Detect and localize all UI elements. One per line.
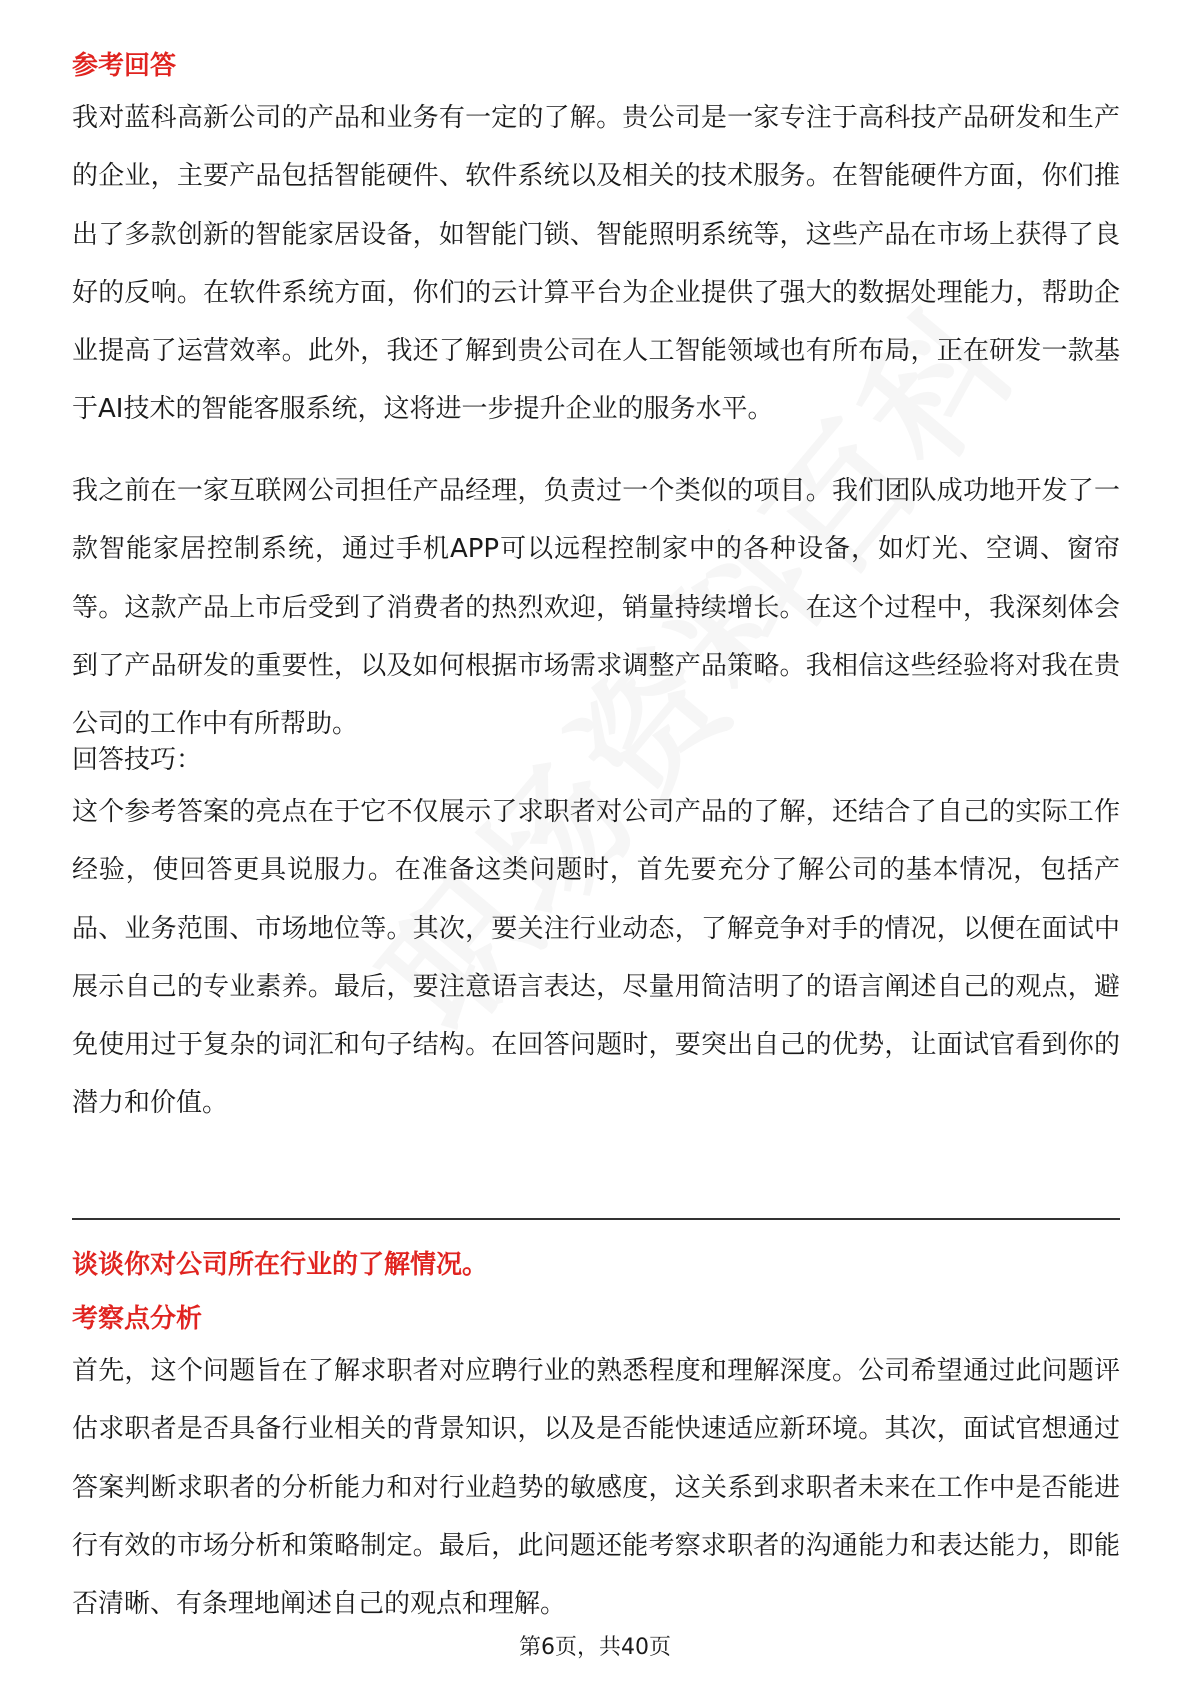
question-heading: 谈谈你对公司所在行业的了解情况。 (72, 1250, 489, 1280)
page-number: 第6页，共40页 (519, 1635, 671, 1660)
answer-paragraph-2: 我之前在一家互联网公司担任产品经理，负责过一个类似的项目。我们团队成功地开发了一款智能家居控制系统，通过手机APP可以远程控制家中的各种设备，如灯光、空调、窗帘等。这款产品上市后受到了消费者的热烈欢迎，销量持续增长。在这个过程中，我深刻体会到了产品研发的重要性，以及如何根据市场需求调整产品策略。我相信这些经验将对我在贵公司的工作中有所帮助。 (72, 476, 1120, 740)
answer-heading: 参考回答 (72, 51, 177, 81)
answer-paragraph-1: 我对蓝科高新公司的产品和业务有一定的了解。贵公司是一家专注于高科技产品研发和生产的企业，主要产品包括智能硬件、软件系统以及相关的技术服务。在智能硬件方面，你们推出了多款创新的智能家居设备，如智能门锁、智能照明系统等，这些产品在市场上获得了良好的反响。在软件系统方面，你们的云计算平台为企业提供了强大的数据处理能力，帮助企业提高了运营效率。此外，我还了解到贵公司在人工智能领域也有所布局，正在研发一款基于AI技术的智能客服系统，这将进一步提升企业的服务水平。 (72, 103, 1120, 425)
document-page (72, 0, 1120, 1684)
section-divider (72, 1218, 1120, 1220)
tips-label: 回答技巧： (72, 745, 203, 775)
tips-paragraph: 这个参考答案的亮点在于它不仅展示了求职者对公司产品的了解，还结合了自己的实际工作经验，使回答更具说服力。在准备这类问题时，首先要充分了解公司的基本情况，包括产品、业务范围、市场地位等。其次，要关注行业动态，了解竞争对手的情况，以便在面试中展示自己的专业素养。最后，要注意语言表达，尽量用简洁明了的语言阐述自己的观点，避免使用过于复杂的词汇和句子结构。在回答问题时，要突出自己的优势，让面试官看到你的潜力和价值。 (72, 797, 1120, 1119)
analysis-heading: 考察点分析 (72, 1304, 203, 1334)
analysis-paragraph: 首先，这个问题旨在了解求职者对应聘行业的熟悉程度和理解深度。公司希望通过此问题评估求职者是否具备行业相关的背景知识，以及是否能快速适应新环境。其次，面试官想通过答案判断求职者的分析能力和对行业趋势的敏感度，这关系到求职者未来在工作中是否能进行有效的市场分析和策略制定。最后，此问题还能考察求职者的沟通能力和表达能力，即能否清晰、有条理地阐述自己的观点和理解。 (72, 1356, 1120, 1620)
